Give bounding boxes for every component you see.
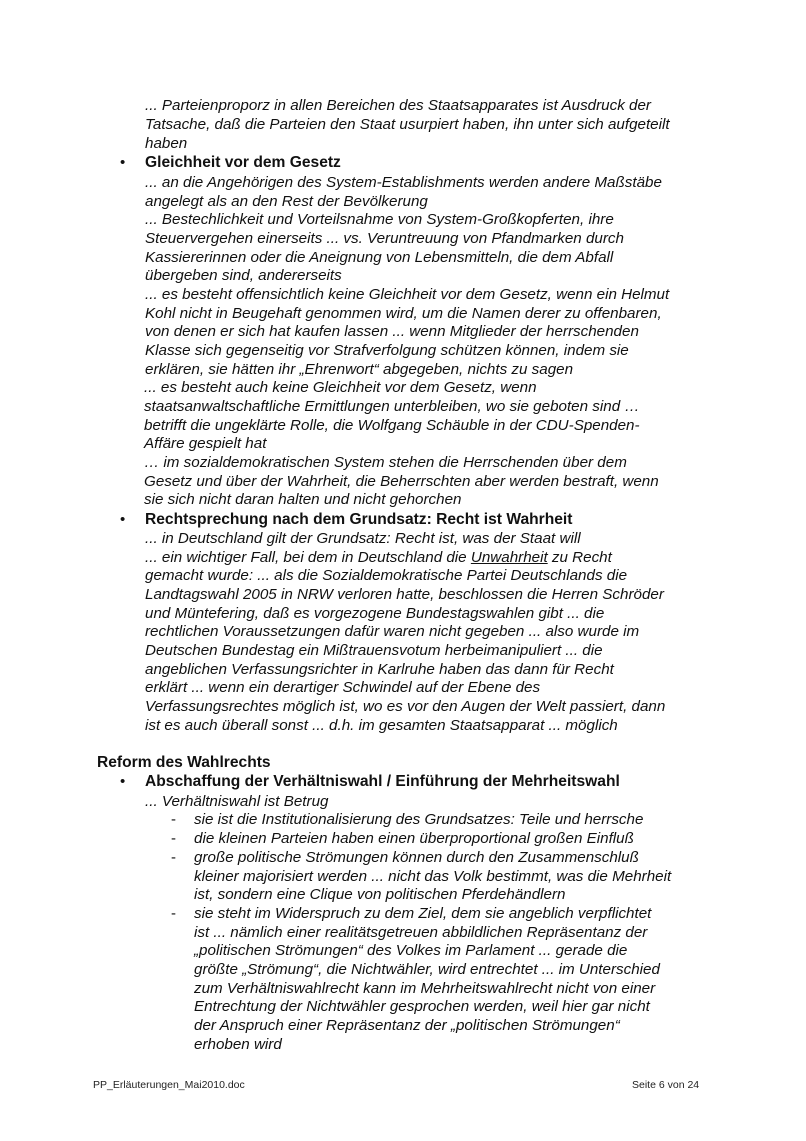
body-text-line: ... Parteienproporz in allen Bereichen des Staatsapparates ist Ausdruck der [145,97,651,114]
footer-filename: PP_Erläuterungen_Mai2010.doc [93,1079,245,1091]
footer-page-number: Seite 6 von 24 [632,1079,700,1091]
body-text-line: ... es besteht offensichtlich keine Gleichheit vor dem Gesetz, wenn ein Helmut [145,286,670,303]
body-text-line: Gesetz und über der Wahrheit, die Beherrschten aber werden bestraft, wenn [144,473,659,490]
list-item-line: sie ist die Institutionalisierung des Grundsatzes: Teile und herrsche [194,811,644,828]
body-text-line: ... an die Angehörigen des System-Establishments werden andere Maßstäbe [145,174,662,191]
body-text-line: erklären, sie hätten ihr „Ehrenwort“ abgegeben, nichts zu sagen [145,361,574,378]
body-text-line: von denen er sich hat kaufen lassen ... wenn Mitglieder der herrschenden [145,323,639,340]
list-item-line: sie steht im Widerspruch zu dem Ziel, dem sie angeblich verpflichtet [194,905,652,922]
list-item-line: erhoben wird [194,1036,282,1053]
body-text-line: ... Verhältniswahl ist Betrug [145,793,329,810]
body-text-line: angelegt als an den Rest der Bevölkerung [145,193,428,210]
body-text-line: übergeben sind, andererseits [145,267,342,284]
list-item-line: größte „Strömung“, die Nichtwähler, wird entrechtet ... im Unterschied [194,961,660,978]
body-text-line: ... Bestechlichkeit und Vorteilsnahme von System-Großkopferten, ihre [145,211,614,228]
body-text-line: ist es auch überall sonst ... d.h. im gesamten Staatsapparat ... möglich [145,717,618,734]
body-text-line: Affäre gespielt hat [144,435,267,452]
body-text-line: Steuervergehen einerseits ... vs. Veruntreuung von Pfandmarken durch [145,230,624,247]
body-text-line: sie sich nicht daran halten und nicht gehorchen [144,491,462,508]
bullet-icon: • [120,773,126,790]
list-item-line: der Anspruch einer Repräsentanz der „politischen Strömungen“ [194,1017,620,1034]
body-text-line: Deutschen Bundestag ein Mißtrauensvotum herbeimanipuliert ... die [145,642,603,659]
list-item-line: kleiner majorisiert werden ... nicht das Volk bestimmt, was die Mehrheit [194,868,672,885]
body-text-line: haben [145,135,188,152]
body-text-line: Kohl nicht in Beugehaft genommen wird, um die Namen derer zu offenbaren, [145,305,662,322]
bullet-icon: • [120,511,126,528]
dash-icon: - [171,830,176,847]
body-text-line: Klasse sich gegenseitig vor Strafverfolgung schützen können, indem sie [145,342,629,359]
body-text-line: gemacht wurde: ... als die Sozialdemokratische Partei Deutschlands die [145,567,628,584]
list-item-line: zum Verhältniswahlrecht kann im Mehrheitswahlrecht nicht von einer [194,980,656,997]
body-text-line: Landtagswahl 2005 in NRW verloren hatte, beschlossen die Herren Schröder [145,586,664,603]
dash-icon: - [171,849,176,866]
list-item-line: große politische Strömungen können durch den Zusammenschluß [194,849,639,866]
body-text-line: erklärt ... wenn ein derartiger Schwindel auf der Ebene des [145,679,541,696]
body-text-line: und Müntefering, daß es vorgezogene Bundestagswahlen gibt ... die [145,605,605,622]
list-item-line: ist, sondern eine Clique von politischen Pferdehändlern [194,886,566,903]
dash-icon: - [171,811,176,828]
body-text-line: ... es besteht auch keine Gleichheit vor dem Gesetz, wenn [144,379,537,396]
item-heading: Gleichheit vor dem Gesetz [145,154,341,171]
body-text-line: rechtlichen Voraussetzungen dafür waren nicht gegeben ... also wurde im [145,623,640,640]
list-item-line: Entrechtung der Nichtwähler gesprochen werden, weil hier gar nicht [194,998,650,1015]
body-text-line: Tatsache, daß die Parteien den Staat usurpiert haben, ihn unter sich aufgeteilt [145,116,670,133]
text-segment: zu Recht [547,549,612,566]
body-text-line: Kassiererinnen oder die Aneignung von Lebensmitteln, die dem Abfall [145,249,614,266]
list-item-line: die kleinen Parteien haben einen überproportional großen Einfluß [194,830,634,847]
body-text-line: Verfassungsrechtes möglich ist, wo es vor den Augen der Welt passiert, dann [145,698,666,715]
section-title: Reform des Wahlrechts [97,754,271,771]
body-text-line: … im sozialdemokratischen System stehen die Herrschenden über dem [144,454,627,471]
body-text-line [145,548,612,567]
body-text-line: staatsanwaltschaftliche Ermittlungen unterbleiben, wo sie geboten sind … [144,398,640,415]
underlined-word: Unwahrheit [470,549,548,566]
bullet-icon: • [120,154,126,171]
list-item-line: ist ... nämlich einer realitätsgetreuen abbildlichen Repräsentanz der [194,924,648,941]
list-item-line: „politischen Strömungen“ des Volkes im Parlament ... gerade die [194,942,628,959]
body-text-line: angeblichen Verfassungsrichter in Karlruhe haben das dann für Recht [145,661,614,678]
item-heading: Rechtsprechung nach dem Grundsatz: Recht ist Wahrheit [145,511,573,528]
body-text-line: ... in Deutschland gilt der Grundsatz: Recht ist, was der Staat will [145,530,581,547]
body-text-line: betrifft die ungeklärte Rolle, die Wolfgang Schäuble in der CDU-Spenden- [144,417,640,434]
item-heading: Abschaffung der Verhältniswahl / Einführung der Mehrheitswahl [145,773,620,790]
dash-icon: - [171,905,176,922]
text-segment: ... ein wichtiger Fall, bei dem in Deutschland die [145,549,471,566]
